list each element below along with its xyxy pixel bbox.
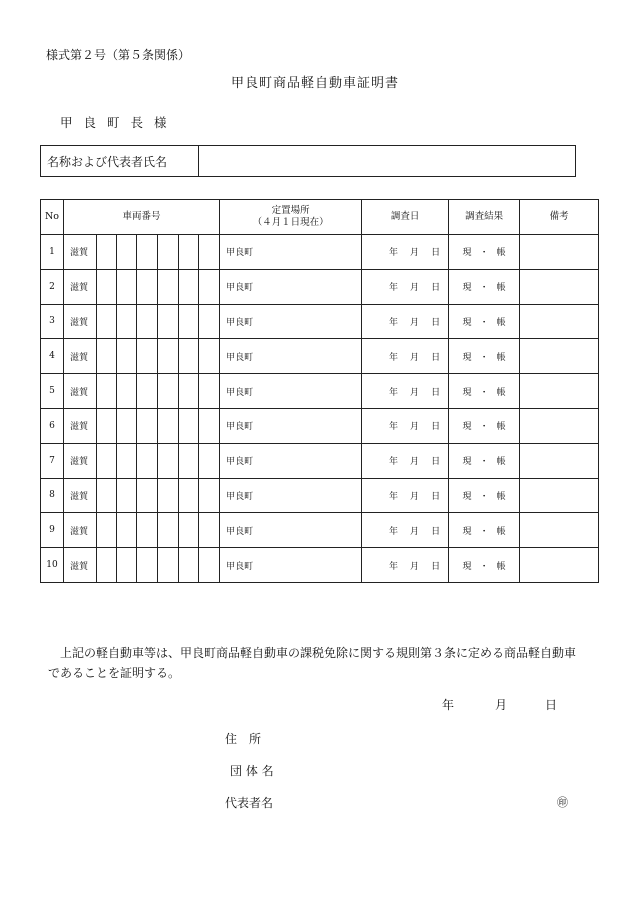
header-vehicle-number: 車両番号 bbox=[64, 200, 220, 235]
date-year-unit: 年 bbox=[389, 457, 399, 468]
location-cell: 甲良町 bbox=[220, 269, 362, 304]
date-day-unit: 日 bbox=[431, 352, 441, 363]
table-row bbox=[41, 408, 599, 443]
date-day-unit: 日 bbox=[431, 422, 441, 433]
header-no: No bbox=[41, 200, 64, 235]
addressee: 甲良町長様 bbox=[60, 115, 178, 130]
plate-digit-cell[interactable] bbox=[199, 374, 220, 409]
plate-digit-cell[interactable] bbox=[179, 443, 199, 478]
result-dot: ・ bbox=[479, 317, 489, 328]
remarks-cell[interactable] bbox=[520, 443, 599, 478]
plate-digit-cell[interactable] bbox=[199, 513, 220, 548]
survey-date-cell[interactable] bbox=[362, 408, 449, 443]
result-book: 帳 bbox=[496, 352, 506, 363]
result-current: 現 bbox=[462, 283, 472, 294]
result-current: 現 bbox=[462, 387, 472, 398]
plate-digit-cell[interactable] bbox=[199, 478, 220, 513]
document-title: 甲良町商品軽自動車証明書 bbox=[230, 76, 399, 91]
plate-digit-cell[interactable] bbox=[117, 548, 137, 583]
plate-digit-cell[interactable] bbox=[199, 548, 220, 583]
name-table bbox=[40, 145, 576, 177]
plate-digit-cell[interactable] bbox=[158, 235, 179, 270]
plate-digit-cell[interactable] bbox=[117, 443, 137, 478]
plate-digit-cell[interactable] bbox=[199, 269, 220, 304]
plate-prefecture: 滋賀 bbox=[64, 408, 97, 443]
location-cell: 甲良町 bbox=[220, 304, 362, 339]
plate-digit-cell[interactable] bbox=[97, 374, 117, 409]
remarks-cell[interactable] bbox=[520, 339, 599, 374]
survey-result-cell[interactable] bbox=[449, 304, 520, 339]
table-row bbox=[41, 269, 599, 304]
remarks-cell[interactable] bbox=[520, 513, 599, 548]
table-row bbox=[41, 478, 599, 513]
location-cell: 甲良町 bbox=[220, 513, 362, 548]
date-day-unit: 日 bbox=[431, 457, 441, 468]
date-year-unit: 年 bbox=[389, 561, 399, 572]
date-year-unit: 年 bbox=[389, 317, 399, 328]
location-cell: 甲良町 bbox=[220, 408, 362, 443]
address-label: 住 所 bbox=[225, 732, 262, 746]
plate-digit-cell[interactable] bbox=[97, 478, 117, 513]
location-cell: 甲良町 bbox=[220, 478, 362, 513]
survey-date-cell[interactable] bbox=[362, 235, 449, 270]
row-number: 3 bbox=[41, 304, 64, 339]
location-cell: 甲良町 bbox=[220, 235, 362, 270]
date-month-label: 月 bbox=[495, 698, 508, 712]
survey-result-cell[interactable] bbox=[449, 269, 520, 304]
plate-digit-cell[interactable] bbox=[97, 339, 117, 374]
plate-digit-cell[interactable] bbox=[97, 443, 117, 478]
result-dot: ・ bbox=[479, 248, 489, 259]
plate-digit-cell[interactable] bbox=[179, 478, 199, 513]
date-year-unit: 年 bbox=[389, 491, 399, 502]
date-year-label: 年 bbox=[442, 698, 455, 712]
date-month-unit: 月 bbox=[410, 352, 420, 363]
plate-digit-cell[interactable] bbox=[199, 235, 220, 270]
plate-digit-cell[interactable] bbox=[117, 408, 137, 443]
survey-result-cell[interactable] bbox=[449, 478, 520, 513]
date-day-label: 日 bbox=[545, 698, 558, 712]
plate-digit-cell[interactable] bbox=[179, 339, 199, 374]
location-cell: 甲良町 bbox=[220, 443, 362, 478]
plate-digit-cell[interactable] bbox=[137, 408, 158, 443]
date-month-unit: 月 bbox=[410, 317, 420, 328]
plate-digit-cell[interactable] bbox=[137, 548, 158, 583]
row-number: 10 bbox=[41, 548, 64, 583]
plate-digit-cell[interactable] bbox=[117, 374, 137, 409]
form-number: 様式第２号（第５条関係） bbox=[46, 48, 191, 62]
header-survey-date: 調査日 bbox=[362, 200, 449, 235]
result-current: 現 bbox=[462, 352, 472, 363]
location-cell: 甲良町 bbox=[220, 374, 362, 409]
seal-mark: ㊞ bbox=[557, 796, 568, 809]
plate-digit-cell[interactable] bbox=[117, 339, 137, 374]
certification-statement: 上記の軽自動車等は、甲良町商品軽自動車の課税免除に関する規則第３条に定める商品軽自動車であることを証明する。 bbox=[48, 646, 577, 680]
survey-date-cell[interactable] bbox=[362, 443, 449, 478]
result-dot: ・ bbox=[479, 387, 489, 398]
remarks-cell[interactable] bbox=[520, 304, 599, 339]
result-dot: ・ bbox=[479, 457, 489, 468]
plate-prefecture: 滋賀 bbox=[64, 374, 97, 409]
survey-date-cell[interactable] bbox=[362, 513, 449, 548]
plate-prefecture: 滋賀 bbox=[64, 478, 97, 513]
result-current: 現 bbox=[462, 561, 472, 572]
date-day-unit: 日 bbox=[431, 387, 441, 398]
header-remarks: 備考 bbox=[520, 200, 599, 235]
plate-prefecture: 滋賀 bbox=[64, 304, 97, 339]
table-row bbox=[41, 374, 599, 409]
date-month-unit: 月 bbox=[410, 387, 420, 398]
date-month-unit: 月 bbox=[410, 283, 420, 294]
plate-prefecture: 滋賀 bbox=[64, 235, 97, 270]
remarks-cell[interactable] bbox=[520, 269, 599, 304]
survey-result-cell[interactable] bbox=[449, 408, 520, 443]
plate-digit-cell[interactable] bbox=[117, 304, 137, 339]
result-dot: ・ bbox=[479, 422, 489, 433]
result-current: 現 bbox=[462, 526, 472, 537]
date-year-unit: 年 bbox=[389, 283, 399, 294]
result-book: 帳 bbox=[496, 491, 506, 502]
result-dot: ・ bbox=[479, 491, 489, 502]
name-label: 名称および代表者氏名 bbox=[41, 146, 199, 177]
survey-result-cell[interactable] bbox=[449, 548, 520, 583]
remarks-cell[interactable] bbox=[520, 478, 599, 513]
result-dot: ・ bbox=[479, 283, 489, 294]
plate-digit-cell[interactable] bbox=[179, 269, 199, 304]
result-book: 帳 bbox=[496, 561, 506, 572]
header-survey-result: 調査結果 bbox=[449, 200, 520, 235]
survey-date-cell[interactable] bbox=[362, 339, 449, 374]
row-number: 9 bbox=[41, 513, 64, 548]
date-year-unit: 年 bbox=[389, 526, 399, 537]
result-dot: ・ bbox=[479, 352, 489, 363]
name-input-cell[interactable] bbox=[199, 146, 576, 177]
result-book: 帳 bbox=[496, 387, 506, 398]
plate-prefecture: 滋賀 bbox=[64, 339, 97, 374]
plate-digit-cell[interactable] bbox=[137, 443, 158, 478]
date-day-unit: 日 bbox=[431, 283, 441, 294]
table-row bbox=[41, 339, 599, 374]
survey-result-cell[interactable] bbox=[449, 443, 520, 478]
date-month-unit: 月 bbox=[410, 491, 420, 502]
plate-digit-cell[interactable] bbox=[158, 374, 179, 409]
organization-label: 団 体 名 bbox=[230, 764, 274, 778]
header-location bbox=[220, 200, 362, 235]
plate-digit-cell[interactable] bbox=[137, 304, 158, 339]
date-year-unit: 年 bbox=[389, 387, 399, 398]
remarks-cell[interactable] bbox=[520, 374, 599, 409]
row-number: 6 bbox=[41, 408, 64, 443]
date-day-unit: 日 bbox=[431, 526, 441, 537]
table-row bbox=[41, 235, 599, 270]
result-book: 帳 bbox=[496, 317, 506, 328]
result-current: 現 bbox=[462, 457, 472, 468]
result-dot: ・ bbox=[479, 526, 489, 537]
remarks-cell[interactable] bbox=[520, 408, 599, 443]
remarks-cell[interactable] bbox=[520, 235, 599, 270]
row-number: 4 bbox=[41, 339, 64, 374]
result-dot: ・ bbox=[479, 561, 489, 572]
result-book: 帳 bbox=[496, 283, 506, 294]
row-number: 1 bbox=[41, 235, 64, 270]
plate-digit-cell[interactable] bbox=[179, 513, 199, 548]
date-month-unit: 月 bbox=[410, 422, 420, 433]
plate-digit-cell[interactable] bbox=[137, 478, 158, 513]
plate-digit-cell[interactable] bbox=[158, 339, 179, 374]
plate-digit-cell[interactable] bbox=[137, 269, 158, 304]
plate-prefecture: 滋賀 bbox=[64, 513, 97, 548]
table-row bbox=[41, 304, 599, 339]
date-year-unit: 年 bbox=[389, 422, 399, 433]
location-cell: 甲良町 bbox=[220, 339, 362, 374]
date-month-unit: 月 bbox=[410, 561, 420, 572]
plate-prefecture: 滋賀 bbox=[64, 269, 97, 304]
plate-digit-cell[interactable] bbox=[199, 443, 220, 478]
plate-digit-cell[interactable] bbox=[199, 304, 220, 339]
plate-digit-cell[interactable] bbox=[179, 548, 199, 583]
row-number: 2 bbox=[41, 269, 64, 304]
date-month-unit: 月 bbox=[410, 248, 420, 259]
plate-digit-cell[interactable] bbox=[117, 235, 137, 270]
plate-digit-cell[interactable] bbox=[158, 443, 179, 478]
table-row bbox=[41, 548, 599, 583]
plate-digit-cell[interactable] bbox=[158, 408, 179, 443]
table-row bbox=[41, 443, 599, 478]
survey-date-cell[interactable] bbox=[362, 269, 449, 304]
result-book: 帳 bbox=[496, 248, 506, 259]
row-number: 8 bbox=[41, 478, 64, 513]
header-location-line2: （４月１日現在） bbox=[252, 217, 329, 228]
survey-result-cell[interactable] bbox=[449, 339, 520, 374]
date-day-unit: 日 bbox=[431, 317, 441, 328]
result-book: 帳 bbox=[496, 526, 506, 537]
result-current: 現 bbox=[462, 317, 472, 328]
survey-date-cell[interactable] bbox=[362, 478, 449, 513]
remarks-cell[interactable] bbox=[520, 548, 599, 583]
plate-digit-cell[interactable] bbox=[97, 235, 117, 270]
date-day-unit: 日 bbox=[431, 561, 441, 572]
header-location-line1: 定置場所 bbox=[271, 205, 310, 216]
representative-label: 代表者名 bbox=[225, 796, 274, 810]
result-current: 現 bbox=[462, 422, 472, 433]
location-cell: 甲良町 bbox=[220, 548, 362, 583]
survey-result-cell[interactable] bbox=[449, 513, 520, 548]
plate-digit-cell[interactable] bbox=[97, 269, 117, 304]
result-current: 現 bbox=[462, 248, 472, 259]
plate-digit-cell[interactable] bbox=[137, 339, 158, 374]
date-year-unit: 年 bbox=[389, 248, 399, 259]
plate-digit-cell[interactable] bbox=[158, 513, 179, 548]
result-current: 現 bbox=[462, 491, 472, 502]
plate-digit-cell[interactable] bbox=[117, 513, 137, 548]
plate-digit-cell[interactable] bbox=[97, 304, 117, 339]
date-day-unit: 日 bbox=[431, 248, 441, 259]
date-month-unit: 月 bbox=[410, 526, 420, 537]
row-number: 5 bbox=[41, 374, 64, 409]
plate-digit-cell[interactable] bbox=[137, 374, 158, 409]
survey-date-cell[interactable] bbox=[362, 548, 449, 583]
plate-digit-cell[interactable] bbox=[97, 513, 117, 548]
survey-date-cell[interactable] bbox=[362, 374, 449, 409]
survey-result-cell[interactable] bbox=[449, 235, 520, 270]
plate-prefecture: 滋賀 bbox=[64, 443, 97, 478]
plate-digit-cell[interactable] bbox=[158, 548, 179, 583]
survey-result-cell[interactable] bbox=[449, 374, 520, 409]
plate-digit-cell[interactable] bbox=[117, 269, 137, 304]
result-book: 帳 bbox=[496, 422, 506, 433]
plate-digit-cell[interactable] bbox=[137, 513, 158, 548]
plate-digit-cell[interactable] bbox=[179, 235, 199, 270]
table-header-row bbox=[41, 200, 599, 235]
plate-digit-cell[interactable] bbox=[199, 339, 220, 374]
plate-digit-cell[interactable] bbox=[179, 374, 199, 409]
date-month-unit: 月 bbox=[410, 457, 420, 468]
date-day-unit: 日 bbox=[431, 491, 441, 502]
table-row bbox=[41, 513, 599, 548]
result-book: 帳 bbox=[496, 457, 506, 468]
row-number: 7 bbox=[41, 443, 64, 478]
plate-digit-cell[interactable] bbox=[158, 478, 179, 513]
plate-digit-cell[interactable] bbox=[97, 548, 117, 583]
plate-digit-cell[interactable] bbox=[158, 269, 179, 304]
plate-prefecture: 滋賀 bbox=[64, 548, 97, 583]
plate-digit-cell[interactable] bbox=[97, 408, 117, 443]
plate-digit-cell[interactable] bbox=[179, 304, 199, 339]
plate-digit-cell[interactable] bbox=[199, 408, 220, 443]
plate-digit-cell[interactable] bbox=[137, 235, 158, 270]
survey-date-cell[interactable] bbox=[362, 304, 449, 339]
date-year-unit: 年 bbox=[389, 352, 399, 363]
plate-digit-cell[interactable] bbox=[117, 478, 137, 513]
plate-digit-cell[interactable] bbox=[158, 304, 179, 339]
plate-digit-cell[interactable] bbox=[179, 408, 199, 443]
vehicle-table bbox=[40, 199, 599, 583]
